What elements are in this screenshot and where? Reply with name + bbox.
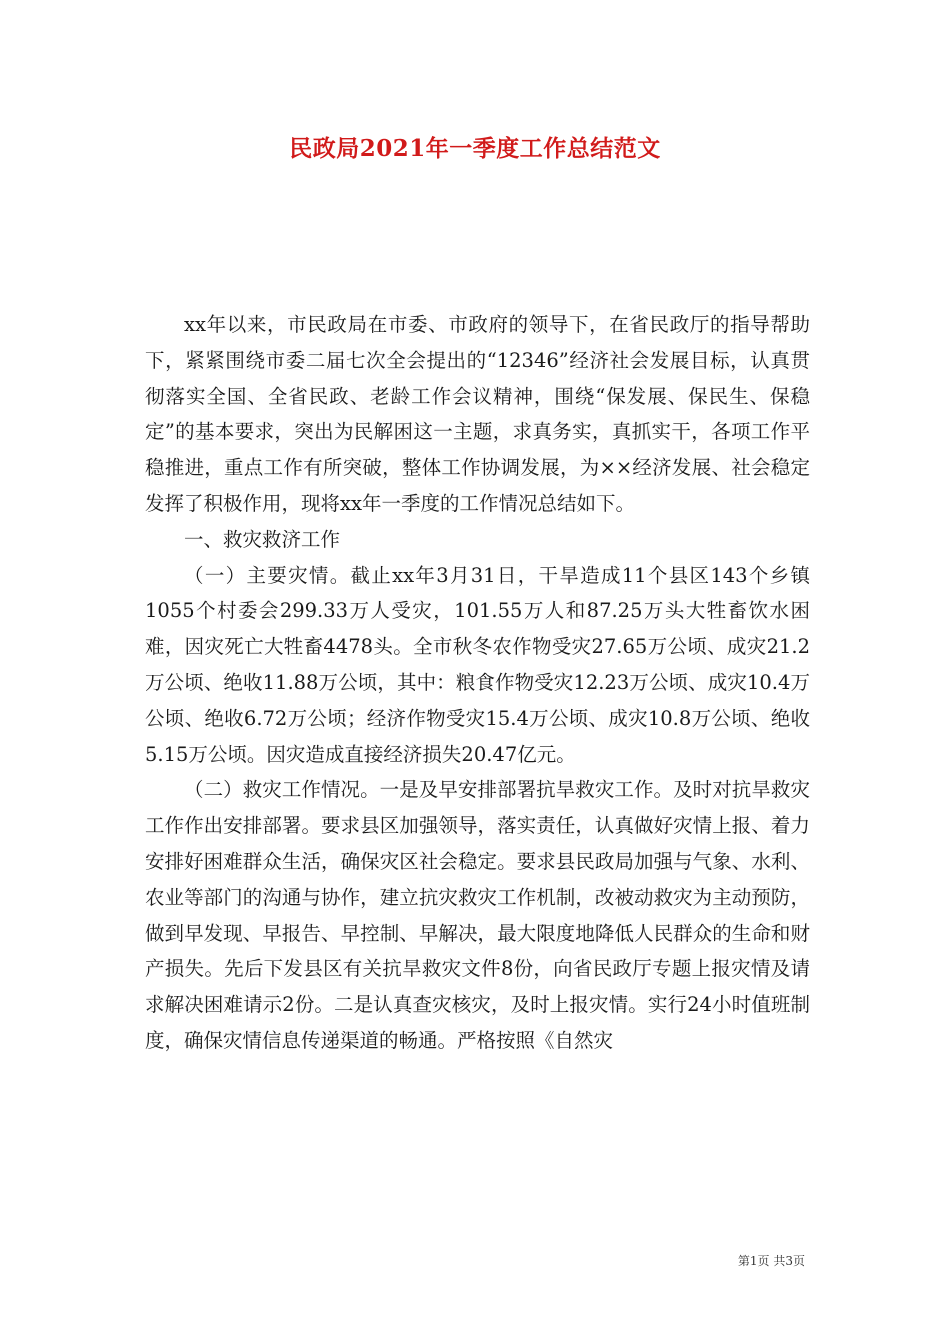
- intro-paragraph: xx年以来，市民政局在市委、市政府的领导下，在省民政厅的指导帮助下，紧紧围绕市委二届七次全会提出的“12346”经济社会发展目标，认真贯彻落实全国、全省民政、老龄工作会议精神，围绕“保发展、保民生、保稳定”的基本要求，突出为民解困这一主题，求真务实，真抓实干，各项工作平稳推进，重点工作有所突破，整体工作协调发展，为××经济发展、社会稳定发挥了积极作用，现将xx年一季度的工作情况总结如下。: [145, 313, 810, 515]
- disaster-situation-paragraph: （一）主要灾情。截止xx年3月31日，干旱造成11个县区143个乡镇1055个村委会299.33万人受灾，101.55万人和87.25万头大牲畜饮水困难，因灾死亡大牲畜4478头。全市秋冬农作物受灾27.65万公顷、成灾21.2万公顷、绝收11.88万公顷，其中：粮食作物受灾12.23万公顷、成灾10.4万公顷、绝收6.72万公顷；经济作物受灾15.4万公顷、成灾10.8万公顷、绝收5.15万公顷。因灾造成直接经济损失20.47亿元。: [145, 563, 810, 766]
- page-number: 第1页 共3页: [737, 1254, 805, 1268]
- document-title: 民政局2021年一季度工作总结范文: [289, 135, 661, 162]
- document-body: [145, 307, 810, 1059]
- section-heading: 一、救灾救济工作: [184, 527, 341, 551]
- relief-work-paragraph: （二）救灾工作情况。一是及早安排部署抗旱救灾工作。及时对抗旱救灾工作作出安排部署。要求县区加强领导，落实责任，认真做好灾情上报、着力安排好困难群众生活，确保灾区社会稳定。要求县民政局加强与气象、水利、农业等部门的沟通与协作，建立抗灾救灾工作机制，改被动救灾为主动预防，做到早发现、早报告、早控制、早解决，最大限度地降低人民群众的生命和财产损失。先后下发县区有关抗旱救灾文件8份，向省民政厅专题上报灾情及请求解决困难请示2份。二是认真查灾核灾，及时上报灾情。实行24小时值班制度，确保灾情信息传递渠道的畅通。严格按照《自然灾: [145, 778, 810, 1052]
